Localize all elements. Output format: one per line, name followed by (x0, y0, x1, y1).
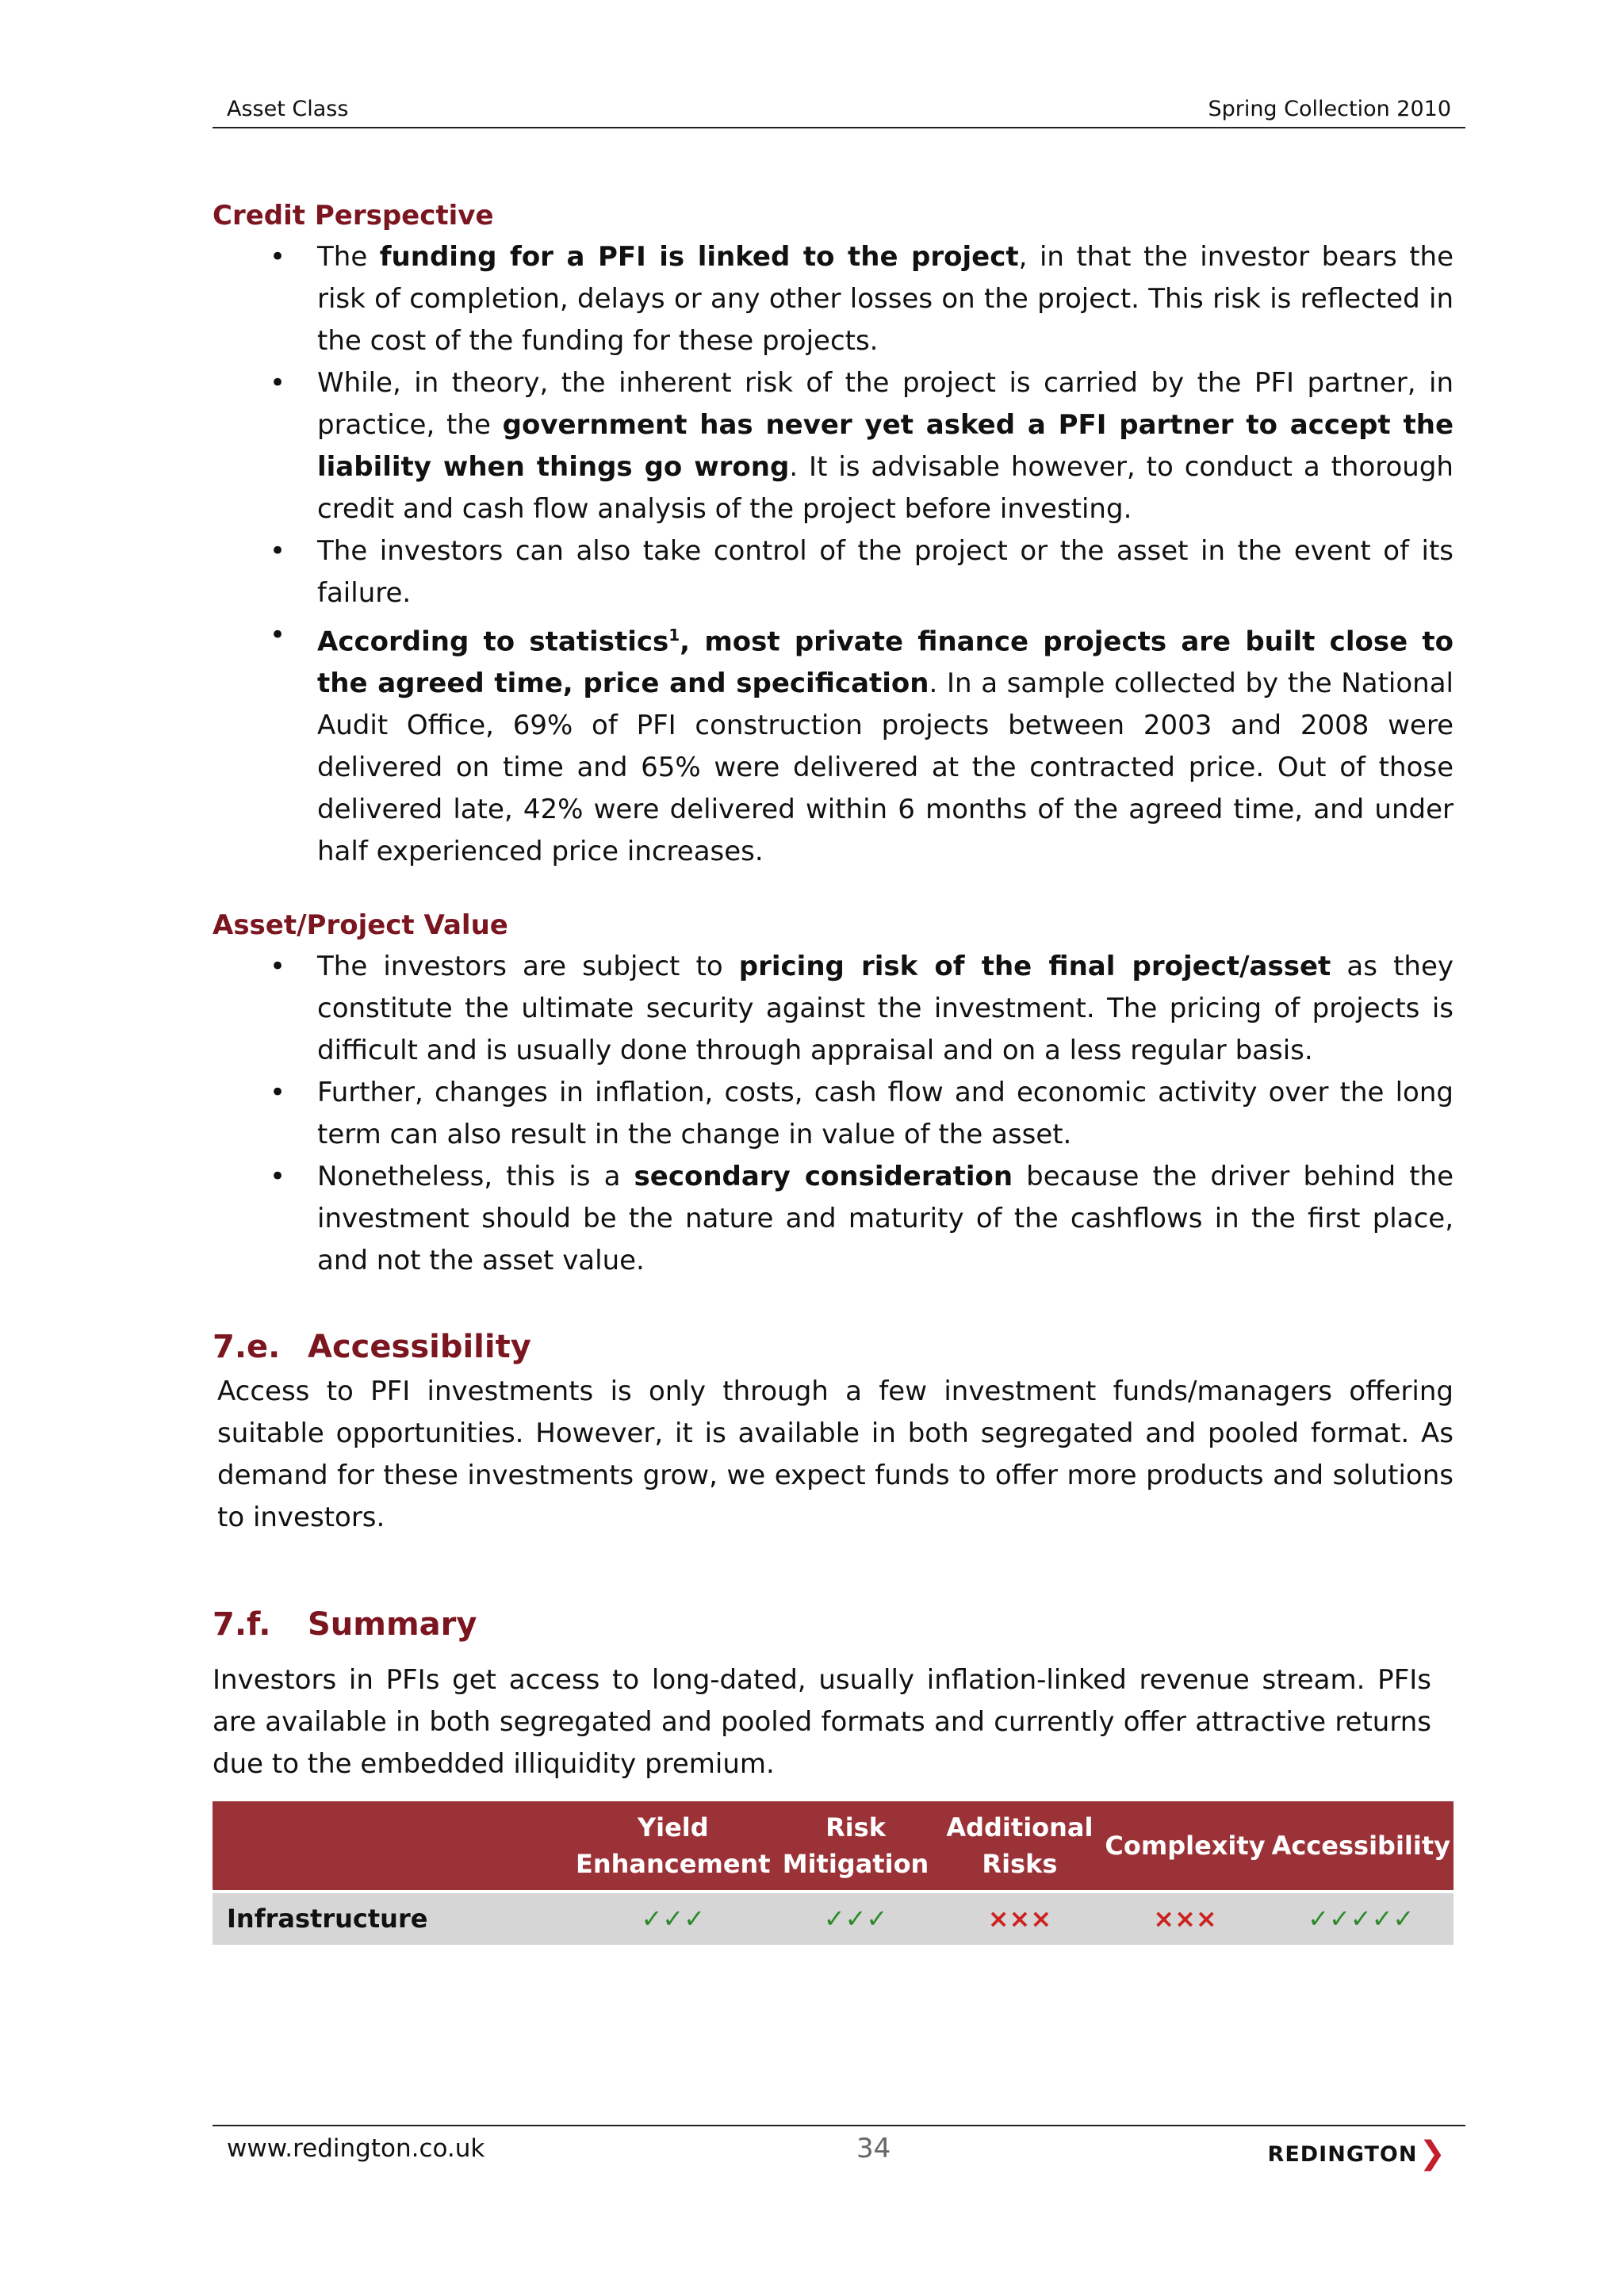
chevron-right-icon: ❯ (1419, 2135, 1446, 2172)
bullet-icon: • (270, 1161, 286, 1193)
section-number: 7.e. (213, 1329, 281, 1366)
text: The (317, 241, 380, 273)
bullet-icon: • (270, 619, 286, 651)
summary-table (213, 1801, 1454, 1945)
credit-bullet-list (213, 236, 1454, 873)
text: While, in theory, the inherent risk of the project is carried by the PFI partner, in practice, the (317, 367, 1454, 441)
text: The investors are subject to (317, 951, 739, 983)
credit-perspective-heading: Credit Perspective (213, 200, 494, 232)
asset-bullet-list (213, 946, 1454, 1282)
list-item (213, 1156, 1454, 1282)
list-item (213, 614, 1454, 873)
yield-rating-ticks: ✓✓✓ (573, 1892, 774, 1945)
emphasis: pricing risk of the final project/asset (738, 951, 1331, 983)
additional-risks-crosses: ××× (937, 1892, 1101, 1945)
section-heading-accessibility (213, 1323, 1454, 1371)
text: The investors can also take control of the project or the asset in the event of its failure. (317, 535, 1454, 609)
table-header-cell: Risk Mitigation (774, 1801, 938, 1892)
row-label: Infrastructure (213, 1892, 573, 1945)
text: Further, changes in inflation, costs, cash flow and economic activity over the long term can also result in the change in value of the asset. (317, 1077, 1454, 1151)
risk-rating-ticks: ✓✓✓ (774, 1892, 938, 1945)
section-heading-summary (213, 1601, 1454, 1648)
table-header-cell (213, 1801, 573, 1892)
section-title: Accessibility (308, 1329, 531, 1366)
table-header-row (213, 1801, 1454, 1892)
footnote-reference: 1 (668, 626, 680, 645)
table-header-cell: Accessibility (1269, 1801, 1454, 1892)
table-header-cell: Yield Enhancement (573, 1801, 774, 1892)
list-item (213, 236, 1454, 362)
header-right-text: Spring Collection 2010 (1208, 97, 1451, 121)
table-header-cell: Additional Risks (937, 1801, 1101, 1892)
bullet-icon: • (270, 367, 286, 399)
page-number: 34 (856, 2133, 891, 2164)
asset-project-value-heading: Asset/Project Value (213, 909, 508, 942)
accessibility-paragraph: Access to PFI investments is only through a few investment funds/managers offering suitable opportunities. However, it is available in both segregated and pooled format. As demand for these investments grow, we expect funds to offer more products and solutions to investors. (217, 1376, 1454, 1534)
page-header (213, 97, 1465, 128)
list-item (213, 530, 1454, 614)
emphasis: secondary consideration (634, 1161, 1013, 1193)
page-body (213, 195, 1454, 1945)
bullet-icon: • (270, 241, 286, 273)
complexity-crosses: ××× (1101, 1892, 1268, 1945)
text: , in that the investor bears the risk of completion, delays or any other losses on the project. This risk is reflected in the cost of the funding for these projects. (317, 241, 1454, 357)
text: . In a sample collected by the National Audit Office, 69% of PFI construction projects between 2003 and 2008 were delivered on time and 65% were delivered at the contracted price. Out of those delivered late, 42% were delivered within 6 months of the agreed time, and under half experienced price increases. (317, 668, 1454, 868)
page-footer (213, 2125, 1465, 2174)
logo-text: REDINGTON (1267, 2142, 1418, 2167)
summary-paragraph: Investors in PFIs get access to long-dated, usually inflation-linked revenue stream. PFIs are available in both segregated and pooled formats and currently offer attractive returns due to the embedded illiquidity premium. (213, 1664, 1431, 1781)
list-item (213, 1072, 1454, 1156)
emphasis: funding for a PFI is linked to the project (379, 241, 1019, 273)
table-row (213, 1892, 1454, 1945)
footer-website-link[interactable]: www.redington.co.uk (227, 2134, 485, 2163)
emphasis: According to statistics (317, 626, 669, 658)
bullet-icon: • (270, 535, 286, 567)
text: as they constitute the ultimate security against the investment. The pricing of projects is difficult and is usually done through appraisal and on a less regular basis. (317, 951, 1454, 1067)
text: Nonetheless, this is a (317, 1161, 634, 1193)
list-item (213, 946, 1454, 1072)
text: because the driver behind the investment should be the nature and maturity of the cashflows in the first place, and not the asset value. (317, 1161, 1454, 1277)
text: . It is advisable however, to conduct a thorough credit and cash flow analysis of the project before investing. (317, 451, 1454, 525)
list-item (213, 362, 1454, 530)
table-header-cell: Complexity (1101, 1801, 1268, 1892)
bullet-icon: • (270, 1077, 286, 1109)
section-number: 7.f. (213, 1606, 271, 1644)
accessibility-rating-ticks: ✓✓✓✓✓ (1269, 1892, 1454, 1945)
redington-logo (1267, 2133, 1446, 2172)
emphasis: , most private finance projects are built close to the agreed time, price and specification (317, 626, 1454, 700)
header-left-text: Asset Class (227, 97, 349, 121)
emphasis: government has never yet asked a PFI partner to accept the liability when things go wrong (317, 409, 1454, 483)
bullet-icon: • (270, 951, 286, 983)
section-title: Summary (308, 1606, 477, 1644)
